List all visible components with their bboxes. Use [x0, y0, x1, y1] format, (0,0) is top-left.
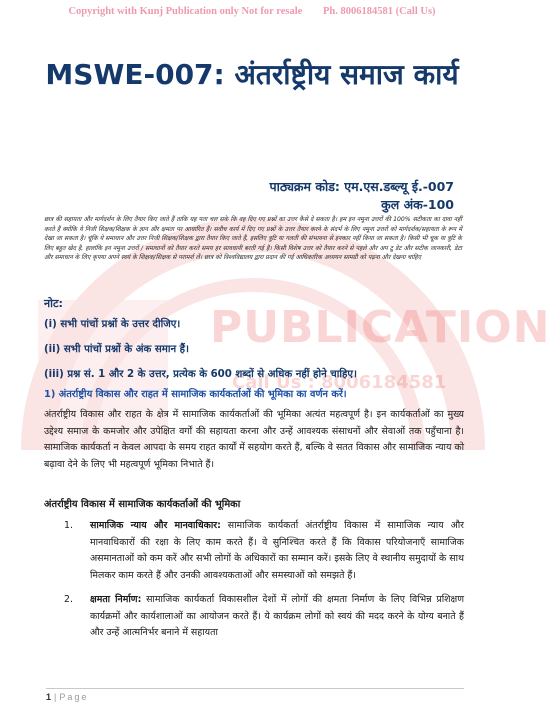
list-number: 2.	[64, 594, 73, 605]
list-item	[64, 518, 464, 584]
point-title: क्षमता निर्माण:	[90, 594, 142, 605]
course-code: पाठ्यक्रम कोड: एम.एस.डब्ल्यू ई.-007	[269, 179, 454, 194]
footer-divider: |	[54, 692, 57, 702]
course-info	[269, 178, 454, 214]
point-text: सामाजिक कार्यकर्ता अंतर्राष्ट्रीय विकास में सामाजिक न्याय और मानवाधिकारों की रक्षा के लिए काम करते हैं। वे सुनिश्चित करते हैं कि विकास परियोजनाएँ सामाजिक असमानताओं को कम करें और सभी लोगों के अधिकारों का सम्मान करें। इसके लिए वे स्थानीय समुदायों के साथ मिलकर काम करते हैं और उनकी आवश्यकताओं और समस्याओं को समझते हैं।	[90, 520, 464, 581]
copyright-header	[0, 6, 504, 17]
document-title: MSWE-007: अंतर्राष्ट्रीय समाज कार्य	[45, 58, 459, 91]
note-item: (i) सभी पांचों प्रश्नों के उत्तर दीजिए।	[44, 319, 181, 330]
section-heading: अंतर्राष्ट्रीय विकास में सामाजिक कार्यकर्ताओं की भूमिका	[44, 499, 241, 510]
notes-list	[44, 318, 474, 393]
page-label: Page	[59, 692, 89, 702]
points-list	[64, 518, 464, 649]
question-heading: 1) अंतर्राष्ट्रीय विकास और राहत में सामाजिक कार्यकर्ताओं की भूमिका का वर्णन करें।	[44, 389, 347, 400]
note-heading: नोट:	[44, 297, 63, 310]
page-footer	[46, 688, 464, 702]
intro-paragraph: अंतर्राष्ट्रीय विकास और राहत के क्षेत्र में सामाजिक कार्यकर्ताओं की भूमिका अत्यंत महत्वपूर्ण है। इन कार्यकर्ताओं का मुख्य उद्देश्य समाज के कमजोर और उपेक्षित वर्गों की सहायता करना और उन्हें आवश्यक संसाधनों और सेवाओं तक पहुँचाना है। सामाजिक कार्यकर्ता न केवल आपदा के समय राहत कार्यों में सहयोग करते हैं, बल्कि वे सतत विकास और सामाजिक न्याय को बढ़ावा देने के लिए भी महत्वपूर्ण भूमिका निभाते हैं।	[44, 409, 464, 470]
point-text: सामाजिक कार्यकर्ता विकासशील देशों में लोगों की क्षमता निर्माण के लिए विभिन्न प्रशिक्षण कार्यक्रमों और कार्यशालाओं का आयोजन करते हैं। ये कार्यक्रम लोगों को स्वयं की मदद करने के योग्य बनाते हैं और उन्हें आत्मनिर्भर बनाने में सहायता	[90, 594, 464, 638]
list-item	[64, 592, 464, 641]
list-body	[90, 518, 464, 584]
list-body	[90, 592, 464, 641]
total-marks: कुल अंक-100	[381, 197, 454, 212]
page-number: 1	[46, 692, 52, 702]
list-number: 1.	[64, 520, 73, 531]
disclaimer-text: छात्र की सहायता और मार्गदर्शन के लिए तैयार किए जाते हैं ताकि यह पता चल सके कि वह दिए गए प्रश्नों का उत्तर कैसे दे सकता है। हम इन नमूना उत्तरों की 100% सटीकता का दावा नहीं करते हैं क्योंकि ये निजी शिक्षक/शिक्षक के ज्ञान और क्षमता पर आधारित हैं। सवीच कार्य में दिए गए प्रश्नों के उत्तर तैयार करने के संदर्भ के लिए नमूना उत्तरों को मार्गदर्शक/सहायता के रूप में देखा जा सकता है। चूंकि ये समाधान और उत्तर निजी शिक्षक/शिक्षक द्वारा तैयार किए जाते हैं, इसलिए त्रुटि या गलती की संभावना से इनकार नहीं किया जा सकता है। किसी भी चूक या त्रुटि के लिए बहुत खेद है, हालांकि इन नमूना उत्तरों / समाधानों को तैयार करते समय हर सावधानी बरती गई है। किसी विशेष उत्तर को तैयार करने से पहले और अप टू डेट और सटीक जानकारी, डेटा और समाधान के लिए कृपया अपने स्वयं के शिक्षक/शिक्षक से परामर्श लें। छात्र को विश्वविद्यालय द्वारा प्रदान की गई आधिकारिक अध्ययन सामग्री को पढ़ना और देखना चाहिए	[44, 216, 462, 262]
copyright-text: Copyright with Kunj Publication only Not for resale	[68, 6, 303, 17]
point-title: सामाजिक न्याय और मानवाधिकार:	[90, 520, 221, 531]
note-item: (ii) सभी पांचों प्रश्नों के अंक समान हैं।	[44, 344, 189, 355]
watermark-brand: PUBLICATION	[210, 302, 550, 353]
watermark-phone: Call Us : 8006184581	[232, 372, 447, 393]
note-item: (iii) प्रश्न सं. 1 और 2 के उत्तर, प्रत्येक के 600 शब्दों से अधिक नहीं होने चाहिए।	[44, 369, 357, 380]
phone-text: Ph. 8006184581 (Call Us)	[322, 6, 436, 17]
